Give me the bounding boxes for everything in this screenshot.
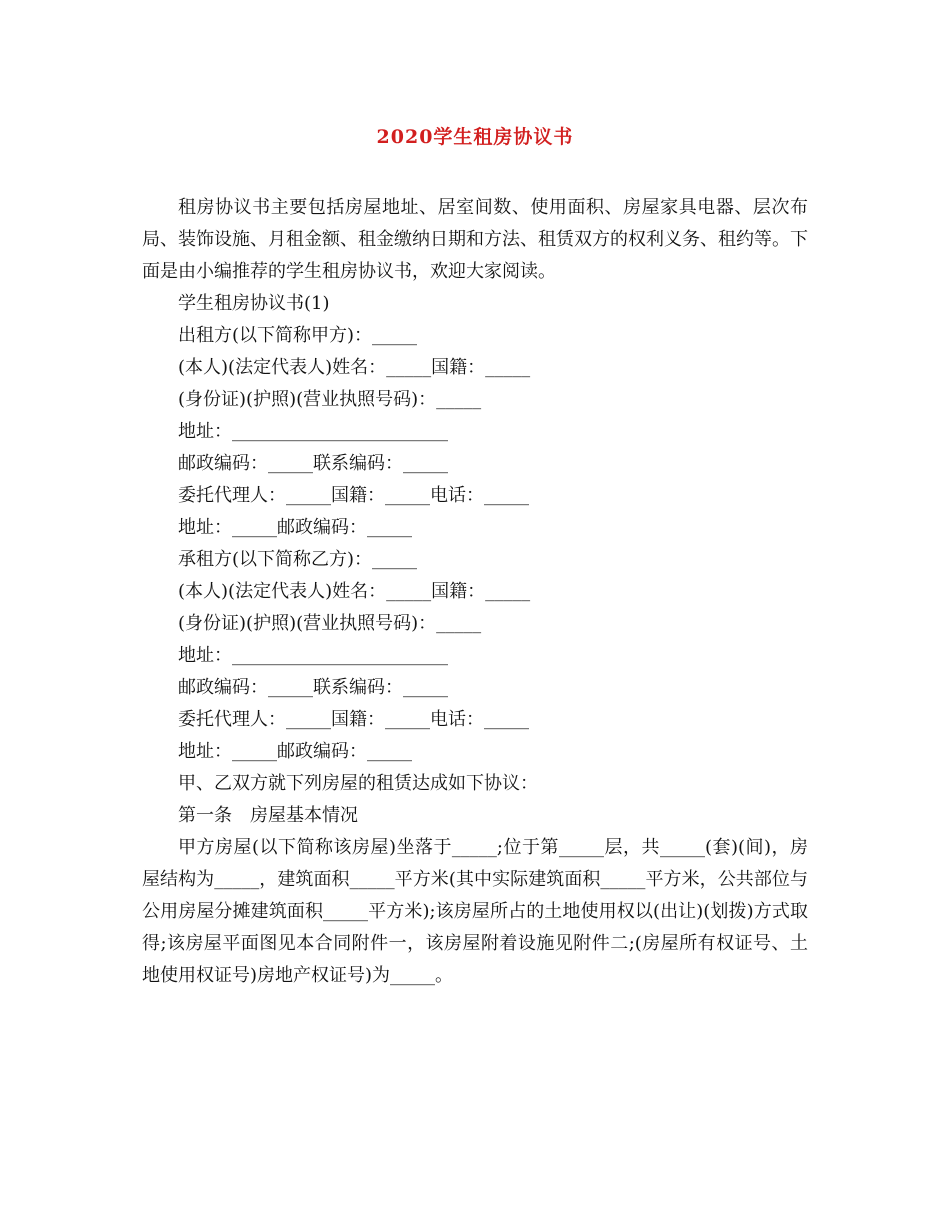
lessor-id-line: (身份证)(护照)(营业执照号码)：_____ bbox=[178, 389, 482, 410]
document-body bbox=[142, 192, 808, 992]
lessor-line: 出租方(以下简称甲方)：_____ bbox=[178, 325, 418, 346]
agreement-line: 甲、乙双方就下列房屋的租赁达成如下协议： bbox=[178, 773, 538, 794]
lessee-id-line: (身份证)(护照)(营业执照号码)：_____ bbox=[178, 613, 482, 634]
lessee-name-line: (本人)(法定代表人)姓名：_____国籍：_____ bbox=[178, 581, 531, 602]
section-title: 学生租房协议书(1) bbox=[178, 293, 330, 314]
document-title: 2020学生租房协议书 bbox=[376, 126, 574, 148]
lessor-agent-line: 委托代理人：_____国籍：_____电话：_____ bbox=[178, 485, 529, 506]
lessor-postal-line: 邮政编码：_____联系编码：_____ bbox=[178, 453, 448, 474]
lessee-agent-line: 委托代理人：_____国籍：_____电话：_____ bbox=[178, 709, 529, 730]
lessor-address-line: 地址：________________________ bbox=[178, 421, 448, 442]
lessee-line: 承租方(以下简称乙方)：_____ bbox=[178, 549, 418, 570]
lessor-name-line: (本人)(法定代表人)姓名：_____国籍：_____ bbox=[178, 357, 531, 378]
intro-paragraph: 租房协议书主要包括房屋地址、居室间数、使用面积、房屋家具电器、层次布局、装饰设施、月租金额、租金缴纳日期和方法、租赁双方的权利义务、租约等。下面是由小编推荐的学生租房协议书，欢迎大家阅读。 bbox=[142, 197, 808, 282]
lessor-agent-address-line: 地址：_____邮政编码：_____ bbox=[178, 517, 412, 538]
lessee-postal-line: 邮政编码：_____联系编码：_____ bbox=[178, 677, 448, 698]
lessee-address-line: 地址：________________________ bbox=[178, 645, 448, 666]
article-1-heading: 第一条 房屋基本情况 bbox=[178, 805, 358, 826]
lessee-agent-address-line: 地址：_____邮政编码：_____ bbox=[178, 741, 412, 762]
article-1-paragraph: 甲方房屋(以下简称该房屋)坐落于_____;位于第_____层，共_____(套)(间)，房屋结构为_____，建筑面积_____平方米(其中实际建筑面积_____平方米，公共部位与公用房屋分摊建筑面积_____平方米);该房屋所占的土地使用权以(出让)(划拨)方式取得;该房屋平面图见本合同附件一，该房屋附着设施见附件二;(房屋所有权证号、土地使用权证号)房地产权证号)为_____。 bbox=[142, 837, 808, 986]
